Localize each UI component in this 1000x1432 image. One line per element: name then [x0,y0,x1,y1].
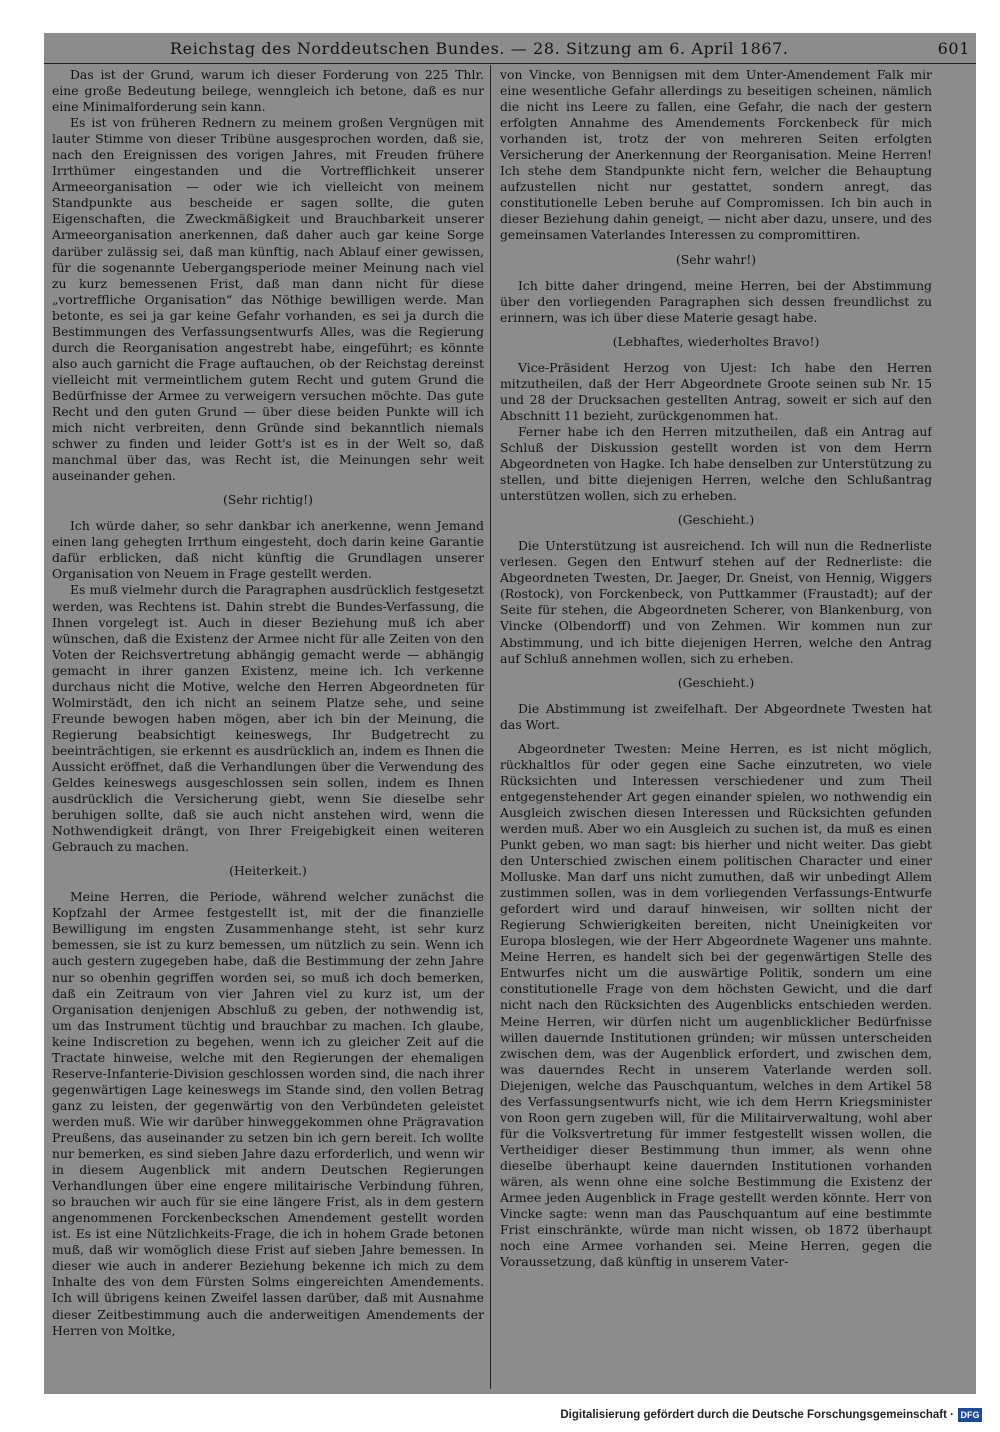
paragraph: Ferner habe ich den Herren mitzutheilen, daß ein Antrag auf Schluß der Diskussion gestellt worden ist von dem Herrn Abgeordneten von Hagke. Ich habe denselben zur Unterstützung zu stellen, und bitte diejenigen Herren, welche den Schlußantrag unterstützen wollen, sich zu erheben. [500,423,932,504]
footer [0,1408,1000,1426]
paragraph: Abgeordneter Twesten: Meine Herren, es ist nicht möglich, rückhaltlos für oder gegen eine Sache einzutreten, wo viele Rücksichten und Interessen verschiedener und zum Theil entgegenstehender Art gegen einander spielen, wo nothwendig ein Ausgleich zwischen diesen Interessen und Rücksichten gefunden werden muß. Aber wo ein Ausgleich zu suchen ist, da muß es einen Punkt geben, wo man sagt: bis hierher und nicht weiter. Das giebt den Unterschied zwischen einem politischen Character und einer Molluske. Man darf uns nicht zumuthen, daß wir unbedingt Allem zustimmen sollen, was in dem vorliegenden Verfassungs-Entwurfe gefordert wird und darauf hinweisen, wir sollten nicht der Regierung Schwierigkeiten bereiten, nicht Uneinigkeiten vor Europa bloslegen, wie der Herr Abgeordnete Wagener uns mahnte. Meine Herren, es handelt sich bei der gegenwärtigen Stelle des Entwurfes nicht um die auswärtige Politik, sondern um eine constitutionelle Frage von dem höchsten Gewicht, und die darf nicht nach den Rücksichten des Augenblicks entschieden werden. Meine Herren, wir dürfen nicht um augenblicklicher Bedürfnisse willen dauernde Institutionen gründen; wir müssen unterscheiden zwischen dem, was der Augenblick erfordert, und zwischen dem, was dauerndes Recht in unserem Vaterlande werden soll. Diejenigen, welche das Pauschquantum, welches in dem Artikel 58 des Verfassungsentwurfs nicht, wie ich dem Herrn Kriegsminister von Roon gern zugeben will, für die Militairverwaltung, wohl aber für die Volksvertretung für immer festgestellt wissen wollen, die Vertheidiger dieser Bestimmung thun immer, als wenn ohne dieselbe überhaupt keine dauernden Institutionen vorhanden wären, als wenn ohne eine solche Bestimmung die Existenz der Armee jeden Augenblick in Frage gestellt werden könnte. Herr von Vincke sagte: wenn man das Pauschquantum auf eine bestimmte Frist einschränkte, würde man nicht wissen, ob 1872 überhaupt noch eine Armee vorhanden sei. Meine Herren, gegen die Voraussetzung, daß künftig in unserem Vater- [500,740,932,1270]
paragraph: Die Unterstützung ist ausreichend. Ich will nun die Rednerliste verlesen. Gegen den Entwurf stehen auf der Rednerliste: die Abgeordneten Twesten, Dr. Jaeger, Dr. Gneist, von Hennig, Wiggers (Rostock), von Forckenbeck, von Puttkammer (Fraustadt); auf der Seite für stehen, die Abgeordneten Scherer, von Blankenburg, von Vincke (Olbendorff) und von Zehmen. Wir kommen nun zur Abstimmung, und ich bitte diejenigen Herren, welche den Antrag auf Schluß annehmen wollen, sich zu erheben. [500,538,932,666]
paragraph: Ich würde daher, so sehr dankbar ich anerkenne, wenn Jemand einen lang gehegten Irrthum eingesteht, doch darin keine Garantie dafür erblicken, daß nicht künftig die Grundlagen unserer Organisation von Neuem in Frage gestellt werden. [52,518,484,582]
right-column [500,67,932,1387]
paragraph: Meine Herren, die Periode, während welcher zunächst die Kopfzahl der Armee festgestellt ist, mit der die finanzielle Bewilligung im engsten Zusammenhange steht, ist sehr kurz bemessen, sie ist zu kurz bemessen, um nützlich zu sein. Wenn ich auch gestern zugegeben habe, daß die Bestimmung der zehn Jahre nur so obenhin gegriffen worden sei, so muß ich doch bemerken, daß ein Zeitraum von vier Jahren viel zu kurz ist, um der Organisation denjenigen Abschluß zu geben, der nothwendig ist, um das Instrument tüchtig und brauchbar zu machen. Ich glaube, keine Indiscretion zu begehen, wenn ich zu gleicher Zeit auf die Tractate hinweise, welche mit den Regierungen der ehemaligen Reserve-Infanterie-Division geschlossen worden sind, die nach ihrer gegenwärtigen Lage keineswegs im Stande sind, den vollen Betrag ganz zu leisten, der gegenwärtig von den Verbündeten geleistet werden muß. Wie wir darüber hinweggekommen ohne Prägravation Preußens, das auseinander zu setzen bin ich gern bereit. Ich wollte nur bemerken, es sind sieben Jahre dazu erforderlich, und wenn wir in diesem Augenblick mit andern Deutschen Regierungen Verhandlungen über eine engere militairische Verbindung führen, so brauchen wir auch für sie eine längere Frist, als in dem gestern angenommenen Forckenbeckschen Amendement gestellt worden ist. Es ist eine Nützlichkeits-Frage, die ich in hohem Grade betonen muß, daß wir womöglich diese Frist auf sieben Jahre bemessen. In dieser wie auch in anderer Beziehung bekenne ich mich zu dem Inhalte des von dem Fürsten Solms eingereichten Amendements. Ich will übrigens keinen Zweifel lassen darüber, daß mit Ausnahme dieser Zeitbestimmung auch die anderweitigen Amendements der Herren von Moltke, [52,889,484,1338]
dfg-credit: Digitalisierung gefördert durch die Deutsche Forschungsgemeinschaft · [560,1409,954,1421]
stage-direction: (Heiterkeit.) [229,863,307,879]
stage-direction: (Sehr richtig!) [223,492,313,508]
stage-direction: (Sehr wahr!) [675,251,757,267]
paragraph: Vice-Präsident Herzog von Ujest: Ich habe den Herren mitzutheilen, daß der Herr Abgeordnete Groote seinen sub Nr. 15 und 28 der Drucksachen gestellten Antrag, soweit er sich auf den Abschnitt 11 bezieht, zurückgenommen hat. [500,359,932,423]
scanned-page [44,33,976,1394]
stage-direction: (Geschieht.) [677,674,755,690]
paragraph: Es ist von früheren Rednern zu meinem großen Vergnügen mit lauter Stimme von dieser Tribüne ausgesprochen worden, daß sie, nach den Ereignissen des vorigen Jahres, mit Freuden frühere Irrthümer eingestanden und die Vortrefflichkeit unserer Armeeorganisation — oder wie ich vielleicht von meinem Standpunkte aus bescheide er sagen sollte, die guten Eigenschaften, die Zweckmäßigkeit und Brauchbarkeit unserer Armeeorganisation anerkennen, daß daher auch gar keine Sorge darüber zulässig sei, daß man künftig, nach Ablauf einer gewissen, für die sogenannte Uebergangsperiode meiner Meinung nach viel zu kurz bemessenen Frist, daß man dann nicht für diese „vortreffliche Organisation“ das Nöthige bewilligen werde. Man betonte, es sei ja gar keine Gefahr vorhanden, es sei ja durch die Bestimmungen des Verfassungsentwurfs Alles, was die Regierung durch die Reorganisation angestrebt habe, eingeführt; es könnte also auch garnicht die Frage auftauchen, ob der Reichstag dereinst vielleicht mit vermeintlichem gutem Recht und gutem Grund die Bedürfnisse der Armee zu verweigern versuchen möchte. Das gute Recht und den guten Grund — über diese beiden Punkte will ich mich nicht verbreiten, denn Gründe sind bekanntlich niemals schwer zu finden und leider Gott's ist es in der Welt so, daß manchmal über das, was Recht ist, die Meinungen sehr weit auseinander gehen. [52,115,484,484]
header-rule [44,63,976,64]
column-divider [490,65,491,1389]
stage-direction: (Lebhaftes, wiederholtes Bravo!) [612,333,820,349]
left-column [52,67,484,1387]
running-title: Reichstag des Norddeutschen Bundes. — 28. Sitzung am 6. April 1867. [170,39,789,58]
stage-direction: (Geschieht.) [677,512,755,528]
page-number: 601 [937,39,970,58]
paragraph: Ich bitte daher dringend, meine Herren, bei der Abstimmung über den vorliegenden Paragraphen sich dessen freundlichst zu erinnern, was ich über diese Materie gesagt habe. [500,277,932,325]
paragraph: Das ist der Grund, warum ich dieser Forderung von 225 Thlr. eine große Bedeutung beilege, wenngleich ich betone, daß es nur eine Minimalforderung sein kann. [52,67,484,115]
paragraph: Es muß vielmehr durch die Paragraphen ausdrücklich festgesetzt werden, was Rechtens ist. Dahin strebt die Bundes-Verfassung, die Ihnen vorgelegt ist. Auch in dieser Beziehung muß ich aber wünschen, daß die Existenz der Armee nicht für alle Zeiten von den Voten der Reichsvertretung abhängig gemacht werde — abhängig gemacht in ihrer ganzen Existenz, meine ich. Ich verkenne durchaus nicht die Motive, welche den Herren Abgeordneten für Wolmirstädt, den ich nicht an seinem Platze sehe, und seine Freunde bewogen haben mögen, aber ich bin der Meinung, die Regierung beabsichtigt keineswegs, Ihr Budgetrecht zu beeinträchtigen, sie erkennt es ausdrücklich an, indem es Ihnen die Aussicht eröffnet, daß die Verhandlungen über die Verwendung des Geldes keineswegs ausgeschlossen sein sollen, indem es Ihnen ausdrücklich die Versicherung giebt, wenn Sie dieselbe sehr beruhigen sollte, daß sie auch nicht anstehen wird, wenn die Nothwendigkeit drängt, von Ihrer Freigebigkeit einen weiteren Gebrauch zu machen. [52,582,484,855]
paragraph: von Vincke, von Bennigsen mit dem Unter-Amendement Falk mir eine wesentliche Gefahr allerdings zu beseitigen scheinen, nämlich die nicht ins Leere zu fallen, eine Gefahr, die nach der gestern erfolgten Annahme des Amendements Forckenbeck für mich vorhanden ist, trotz der von mehreren Seiten erfolgten Versicherung der Anerkennung der Reorganisation. Meine Herren! Ich stehe dem Standpunkte nicht fern, welcher die Behauptung aufzustellen nicht nur gestattet, sondern anregt, das constitutionelle Leben beruhe auf Compromissen. Ich bin auch in dieser Beziehung dahin geneigt, — nicht aber dazu, unsere, und des gemeinsamen Vaterlandes Interessen zu compromittiren. [500,67,932,243]
page-header [44,35,976,61]
dfg-logo: DFG [958,1408,982,1422]
paragraph: Die Abstimmung ist zweifelhaft. Der Abgeordnete Twesten hat das Wort. [500,700,932,732]
